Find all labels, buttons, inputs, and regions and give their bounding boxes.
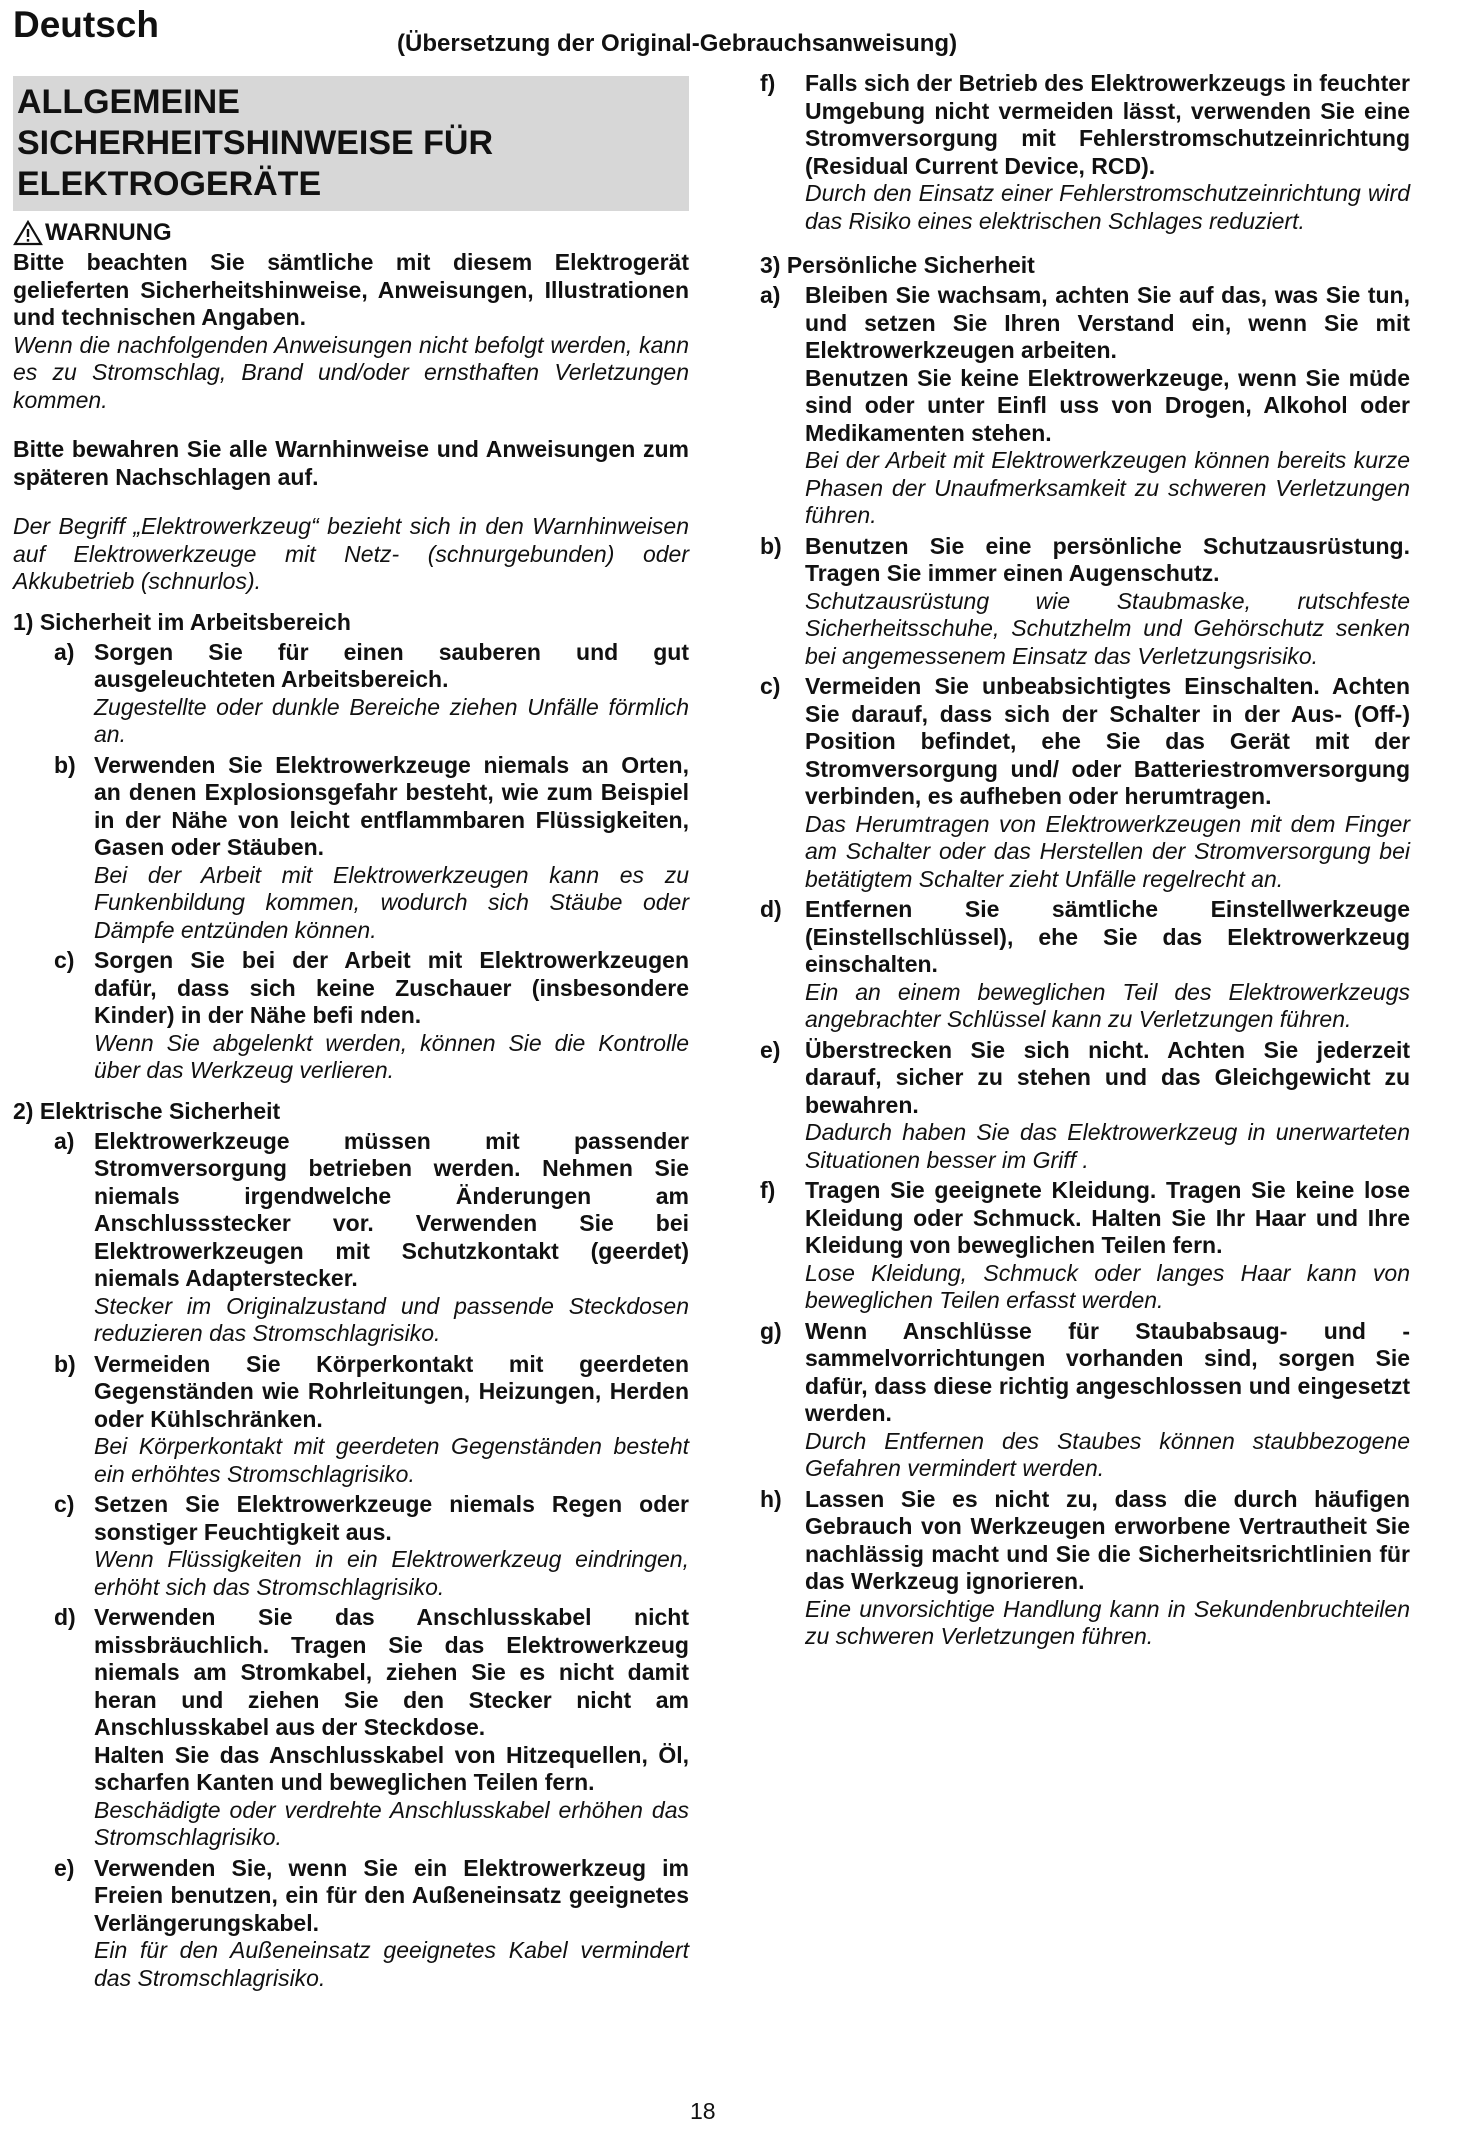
item-bold-text: Benutzen Sie eine persönliche Schutzausrüstung. Tragen Sie immer einen Augenschutz. — [805, 532, 1410, 586]
banner-title-line: SICHERHEITSHINWEISE FÜR — [17, 124, 494, 162]
item-bold-text: Verwenden Sie, wenn Sie ein Elektrowerkzeug im Freien benutzen, ein für den Außeneinsatz geeignetes Verlängerungskabel. — [94, 1854, 689, 1936]
item-italic-text: Wenn Sie abgelenkt werden, können Sie die Kontrolle über das Werkzeug verlieren. — [94, 1029, 689, 1083]
item-italic-text: Dadurch haben Sie das Elektrowerkzeug in unerwarteten Situationen besser im Griff . — [805, 1119, 1410, 1173]
list-item — [760, 1177, 1410, 1315]
language-heading: Deutsch — [13, 4, 159, 45]
document-subtitle: (Übersetzung der Original-Gebrauchsanweisung) — [397, 30, 958, 57]
item-italic-text: Bei der Arbeit mit Elektrowerkzeugen kann es zu Funkenbildung kommen, wodurch sich Stäube oder Dämpfe entzünden können. — [94, 861, 689, 943]
item-bold-text: Vermeiden Sie unbeabsichtigtes Einschalten. Achten Sie darauf, dass sich der Schalter in der Aus- (Off-) Position befindet, ehe Sie das Gerät mit der Stromversorgung und/ oder Batteriestromversorgung verbinden, es aufheben oder herumtragen. — [805, 673, 1410, 809]
list-item — [54, 639, 689, 749]
item-label: e) — [760, 1036, 781, 1063]
list-item — [54, 752, 689, 945]
list-item — [760, 1486, 1410, 1651]
list-item — [760, 70, 1410, 235]
item-bold-text: Bleiben Sie wachsam, achten Sie auf das, was Sie tun, und setzen Sie Ihren Verstand ein, wenn Sie mit Elektrowerkzeugen arbeiten. — [805, 282, 1410, 363]
item-bold-text: Verwenden Sie Elektrowerkzeuge niemals an Orten, an denen Explosionsgefahr besteht, wie zum Beispiel in der Nähe von leicht entflammbaren Flüssigkeiten, Gasen oder Stäuben. — [94, 751, 689, 860]
section-banner — [13, 76, 689, 211]
item-label: b) — [54, 751, 76, 778]
item-bold-text: Falls sich der Betrieb des Elektrowerkzeugs in feuchter Umgebung nicht vermeiden lässt, verwenden Sie eine Stromversorgung mit Fehlerstromschutzeinrichtung (Residual Current Device, RCD). — [805, 70, 1410, 179]
section-title-electrical-safety: 2) Elektrische Sicherheit — [13, 1097, 281, 1124]
item-italic-text: Eine unvorsichtige Handlung kann in Sekundenbruchteilen zu schweren Verletzungen führen. — [805, 1595, 1410, 1649]
item-label: a) — [54, 1127, 75, 1154]
item-label: d) — [760, 896, 782, 922]
item-label: a) — [54, 638, 75, 665]
right-column — [760, 70, 1410, 1651]
section-electrical-safety — [13, 1128, 689, 1993]
item-label: f) — [760, 70, 776, 96]
item-label: b) — [760, 532, 782, 559]
list-item — [54, 1604, 689, 1852]
item-italic-text: Schutzausrüstung wie Staubmaske, rutschfeste Sicherheitsschuhe, Schutzhelm und Gehörschutz senken bei angemessenem Einsatz das Verletzungsrisiko. — [805, 587, 1410, 669]
item-label: g) — [760, 1317, 782, 1344]
item-italic-text: Das Herumtragen von Elektrowerkzeugen mit dem Finger am Schalter oder das Herstellen der Stromversorgung bei betätigtem Schalter zieht Unfälle regelrecht an. — [805, 810, 1410, 892]
warning-triangle-icon — [13, 220, 43, 246]
list-item — [760, 896, 1410, 1034]
item-bold-text-continued: Halten Sie das Anschlusskabel von Hitzequellen, Öl, scharfen Kanten und beweglichen Teilen fern. — [94, 1741, 689, 1795]
item-bold-text: Elektrowerkzeuge müssen mit passender Stromversorgung betrieben werden. Nehmen Sie niemals irgendwelche Änderungen am Anschlussstecker vor. Verwenden Sie bei Elektrowerkzeugen mit Schutzkontakt (geerdet) niemals Adapterstecker. — [94, 1127, 689, 1291]
item-italic-text: Durch Entfernen des Staubes können staubbezogene Gefahren vermindert werden. — [805, 1427, 1410, 1481]
banner-title-line: ALLGEMEINE — [17, 83, 240, 121]
warning-label: WARNUNG — [45, 219, 172, 246]
item-bold-text: Verwenden Sie das Anschlusskabel nicht missbräuchlich. Tragen Sie das Elektrowerkzeug niemals am Stromkabel, ziehen Sie es nicht damit heran und ziehen Sie den Stecker nicht am Anschlusskabel aus der Steckdose. — [94, 1604, 689, 1740]
list-item — [760, 282, 1410, 530]
item-bold-text: Lassen Sie es nicht zu, dass die durch häufigen Gebrauch von Werkzeugen erworbene Vertrautheit Sie nachlässig macht und Sie die Sicherheitsrichtlinien für das Werkzeug ignorieren. — [805, 1485, 1410, 1594]
section-work-area — [13, 639, 689, 1085]
item-italic-text: Durch den Einsatz einer Fehlerstromschutzeinrichtung wird das Risiko eines elektrischen Schlages reduziert. — [805, 180, 1410, 234]
item-italic-text: Stecker im Originalzustand und passende Steckdosen reduzieren das Stromschlagrisiko. — [94, 1292, 689, 1346]
page-number: 18 — [690, 2098, 716, 2124]
item-label: c) — [54, 1491, 75, 1517]
item-label: e) — [54, 1854, 75, 1881]
item-label: b) — [54, 1350, 76, 1377]
item-italic-text: Ein für den Außeneinsatz geeignetes Kabel vermindert das Stromschlagrisiko. — [94, 1937, 689, 1991]
list-item — [760, 533, 1410, 671]
item-bold-text: Überstrecken Sie sich nicht. Achten Sie jederzeit darauf, sicher zu stehen und das Gleichgewicht zu bewahren. — [805, 1036, 1410, 1118]
item-bold-text: Tragen Sie geeignete Kleidung. Tragen Sie keine lose Kleidung oder Schmuck. Halten Sie Ihr Haar und Ihre Kleidung von beweglichen Teilen fern. — [805, 1177, 1410, 1258]
item-bold-text: Sorgen Sie bei der Arbeit mit Elektrowerkzeugen dafür, dass sich keine Zuschauer (insbesondere Kinder) in der Nähe befi nden. — [94, 947, 689, 1028]
left-column — [13, 76, 689, 1992]
item-label: f) — [760, 1177, 776, 1203]
item-italic-text: Wenn Flüssigkeiten in ein Elektrowerkzeug eindringen, erhöht sich das Stromschlagrisiko. — [94, 1546, 689, 1600]
list-item — [54, 1491, 689, 1601]
section-title-personal-safety: 3) Persönliche Sicherheit — [760, 252, 1035, 278]
item-italic-text: Zugestellte oder dunkle Bereiche ziehen Unfälle förmlich an. — [94, 693, 689, 747]
warning-heading — [13, 219, 689, 247]
item-label: a) — [760, 282, 781, 308]
item-italic-text: Bei der Arbeit mit Elektrowerkzeugen können bereits kurze Phasen der Unaufmerksamkeit zu schweren Verletzungen führen. — [805, 447, 1410, 528]
item-bold-text: Wenn Anschlüsse für Staubabsaug- und - sammelvorrichtungen vorhanden sind, sorgen Sie dafür, dass diese richtig angeschlossen und eingesetzt werden. — [805, 1317, 1410, 1426]
item-label: c) — [54, 947, 75, 973]
item-bold-text: Entfernen Sie sämtliche Einstellwerkzeuge (Einstellschlüssel), ehe Sie das Elektrowerkzeug einschalten. — [805, 896, 1410, 977]
banner-title-line: ELEKTROGERÄTE — [17, 165, 322, 203]
item-bold-text: Sorgen Sie für einen sauberen und gut ausgeleuchteten Arbeitsbereich. — [94, 638, 689, 692]
list-item — [54, 1855, 689, 1993]
keep-instructions-text: Bitte bewahren Sie alle Warnhinweise und Anweisungen zum späteren Nachschlagen auf. — [13, 436, 689, 490]
item-bold-text: Vermeiden Sie Körperkontakt mit geerdeten Gegenständen wie Rohrleitungen, Heizungen, Herden oder Kühlschränken. — [94, 1350, 689, 1432]
term-definition-text: Der Begriff „Elektrowerkzeug“ bezieht sich in den Warnhinweisen auf Elektrowerkzeuge mit Netz- (schnurgebunden) oder Akkubetrieb (schnurlos). — [13, 513, 689, 594]
item-label: h) — [760, 1485, 782, 1512]
item-bold-text: Setzen Sie Elektrowerkzeuge niemals Regen oder sonstiger Feuchtigkeit aus. — [94, 1491, 689, 1545]
item-label: c) — [760, 673, 781, 699]
list-item — [54, 1351, 689, 1489]
list-item — [760, 1037, 1410, 1175]
item-bold-text-continued: Benutzen Sie keine Elektrowerkzeuge, wenn Sie müde sind oder unter Einfl uss von Drogen, Alkohol oder Medikamenten stehen. — [805, 364, 1410, 446]
warning-italic-text: Wenn die nachfolgenden Anweisungen nicht befolgt werden, kann es zu Stromschlag, Brand und/oder ernsthaften Verletzungen kommen. — [13, 331, 689, 413]
item-italic-text: Lose Kleidung, Schmuck oder langes Haar kann von beweglichen Teilen erfasst werden. — [805, 1259, 1410, 1313]
item-label: d) — [54, 1604, 76, 1630]
list-item — [54, 1128, 689, 1348]
section-title-work-area: 1) Sicherheit im Arbeitsbereich — [13, 608, 351, 635]
item-italic-text: Ein an einem beweglichen Teil des Elektrowerkzeugs angebrachter Schlüssel kann zu Verletzungen führen. — [805, 978, 1410, 1032]
warning-bold-text: Bitte beachten Sie sämtliche mit diesem Elektrogerät gelieferten Sicherheitshinweise, Anweisungen, Illustrationen und technischen Angaben. — [13, 249, 689, 330]
list-item — [54, 947, 689, 1085]
list-item — [760, 673, 1410, 893]
item-italic-text: Beschädigte oder verdrehte Anschlusskabel erhöhen das Stromschlagrisiko. — [94, 1796, 689, 1850]
item-italic-text: Bei Körperkontakt mit geerdeten Gegenständen besteht ein erhöhtes Stromschlagrisiko. — [94, 1433, 689, 1487]
list-item — [760, 1318, 1410, 1483]
